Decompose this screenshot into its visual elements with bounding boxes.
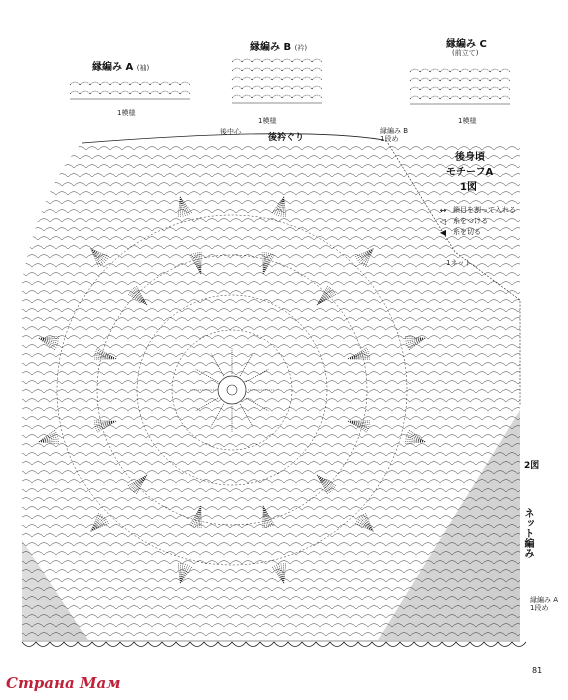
edging-c-note: (前立て) xyxy=(452,49,479,57)
split-chain-icon: ↔ xyxy=(439,205,447,215)
edging-b-repeat-label: 1模様 xyxy=(258,117,277,125)
cut-yarn-icon: ◀ xyxy=(439,227,447,237)
join-yarn-icon: ◁ xyxy=(439,216,447,226)
net-stitch-label: ネット編み xyxy=(522,508,533,558)
edging-c-repeat-label: 1模様 xyxy=(458,117,477,125)
legend-item: ◀ 糸を切る xyxy=(436,227,481,237)
net-label: 1ネット xyxy=(446,259,472,267)
page-number: 81 xyxy=(532,666,543,675)
section-label: 後身頃 xyxy=(455,152,485,163)
legend-item: ↔ 鎖目を割って入れる xyxy=(436,205,516,215)
edging-c-swatch xyxy=(410,69,510,99)
edging-c-title: 縁編み C xyxy=(446,39,487,50)
edging-a-title: 縁編み A (袖) xyxy=(92,62,150,73)
edging-b-swatch xyxy=(232,59,322,98)
edging-a-first-row-label: 縁編み A 1段め xyxy=(530,596,559,612)
bottom-scallop-edge xyxy=(22,642,526,647)
edging-a-repeat-label: 1模様 xyxy=(117,109,136,117)
legend-item: ◁ 糸をつける xyxy=(436,216,488,226)
watermark: Страна Мам xyxy=(6,674,121,692)
edging-a-swatch xyxy=(70,82,190,94)
edging-b-first-row-label: 縁編み B 1段め xyxy=(380,127,409,143)
motif-label: モチーフA xyxy=(446,167,494,178)
figure-2-label: 2図 xyxy=(524,461,540,471)
edging-b-title: 縁編み B (衿) xyxy=(250,42,308,53)
motif-center-ring xyxy=(218,376,246,404)
back-neckline-label: 後衿ぐり xyxy=(268,133,305,143)
figure-1-label: 1図 xyxy=(460,182,477,193)
back-center-label: 後中心 xyxy=(220,128,241,136)
